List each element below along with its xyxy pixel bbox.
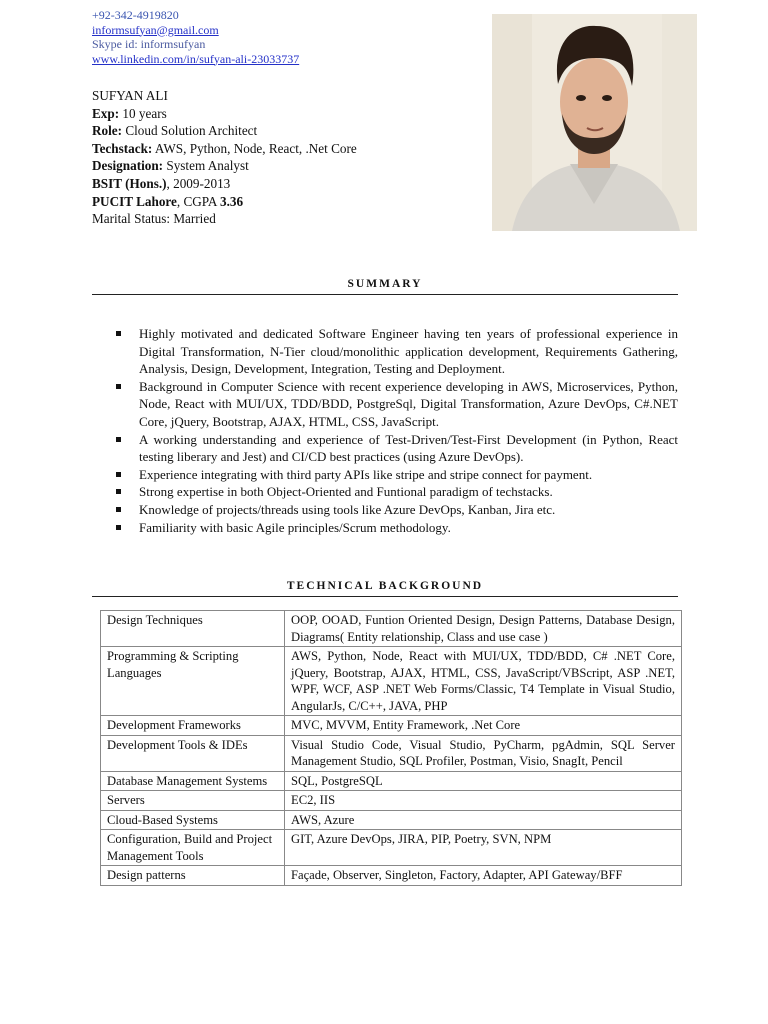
techstack-value: AWS, Python, Node, React, .Net Core [152, 140, 357, 156]
bullet-icon [116, 472, 121, 477]
techstack-line [92, 140, 357, 158]
tech-value: AWS, Azure [285, 810, 682, 830]
tech-value: SQL, PostgreSQL [285, 771, 682, 791]
tech-key: Configuration, Build and Project Management Tools [101, 830, 285, 866]
university-label: PUCIT Lahore [92, 193, 177, 209]
tech-key: Design Techniques [101, 611, 285, 647]
table-row [101, 830, 682, 866]
table-row [101, 647, 682, 716]
summary-text: Strong expertise in both Object-Oriented and Funtional paradigm of techstacks. [139, 484, 553, 500]
bullet-icon [116, 437, 121, 442]
bullet-icon [116, 384, 121, 389]
table-row [101, 735, 682, 771]
summary-text: Familiarity with basic Agile principles/Scrum methodology. [139, 519, 451, 535]
list-item [116, 466, 678, 484]
summary-title: SUMMARY [347, 278, 423, 290]
marital-status: Marital Status: Married [92, 211, 216, 227]
tech-key: Design patterns [101, 866, 285, 886]
technical-divider [92, 596, 678, 597]
technical-title: TECHNICAL BACKGROUND [286, 580, 484, 592]
list-item [116, 519, 678, 537]
bullet-icon [116, 525, 121, 530]
table-row [101, 611, 682, 647]
tech-key: Database Management Systems [101, 771, 285, 791]
summary-text: Background in Computer Science with recent experience developing in AWS, Microservices, Python, Node, React with MUI/UX, TDD/BDD, PostgreSql, Digital Transformation, Azure DevOps, C#.NET Core, jQuery, Bootstrap, AJAX, HTML, CSS, JavaScript. [139, 378, 678, 429]
exp-value: 10 years [119, 105, 167, 121]
designation-label: Designation: [92, 158, 164, 174]
tech-value: Façade, Observer, Singleton, Factory, Adapter, API Gateway/BFF [285, 866, 682, 886]
phone-number: +92-342-4919820 [92, 8, 179, 22]
list-item [116, 483, 678, 501]
degree-line [92, 175, 357, 193]
list-item [116, 501, 678, 519]
profile-photo [492, 14, 697, 231]
portrait-illustration [492, 14, 697, 231]
designation-line [92, 157, 357, 175]
tech-key: Programming & Scripting Languages [101, 647, 285, 716]
bullet-icon [116, 331, 121, 336]
role-label: Role: [92, 123, 123, 139]
profile-block [92, 87, 357, 228]
summary-text: Highly motivated and dedicated Software Engineer having ten years of professional experience in Digital Transformation, N-Tier cloud/monolithic application development, Requirements Gathering, Analysis, Design, Development, Integration, Testing and Deployment. [139, 326, 678, 377]
table-row [101, 810, 682, 830]
role-line [92, 122, 357, 140]
tech-value: AWS, Python, Node, React with MUI/UX, TDD/BDD, C# .NET Core, jQuery, Bootstrap, AJAX, HTML, CSS, JavaScript/VBScript, ASP .NET, WPF, WCF, ASP .NET Web Forms/Classic, T4 Template in Visual Studio, AngularJs, C/C++, JAVA, PHP [285, 647, 682, 716]
list-item [116, 431, 678, 466]
tech-value: MVC, MVVM, Entity Framework, .Net Core [285, 716, 682, 736]
candidate-name: SUFYAN ALI [92, 88, 168, 103]
email-link[interactable]: informsufyan@gmail.com [92, 22, 219, 37]
contact-block [92, 8, 299, 66]
technical-table [100, 610, 682, 886]
table-row [101, 716, 682, 736]
list-item [116, 325, 678, 378]
techstack-label: Techstack: [92, 140, 153, 156]
summary-text: A working understanding and experience of Test-Driven/Test-First Development (in Python, React testing liberary and Jest) and CI/CD best practices (using Azure DevOps). [139, 431, 678, 465]
role-value: Cloud Solution Architect [122, 123, 258, 139]
exp-label: Exp: [92, 105, 120, 121]
tech-value: OOP, OOAD, Funtion Oriented Design, Design Patterns, Database Design, Diagrams( Entity relationship, Class and use case ) [285, 611, 682, 647]
linkedin-link[interactable]: www.linkedin.com/in/sufyan-ali-23033737 [92, 51, 300, 66]
tech-key: Development Frameworks [101, 716, 285, 736]
cgpa-value: 3.36 [220, 193, 244, 209]
table-row [101, 791, 682, 811]
bullet-icon [116, 489, 121, 494]
list-item [116, 378, 678, 431]
tech-value: Visual Studio Code, Visual Studio, PyCharm, pgAdmin, SQL Server Management Studio, SQL Profiler, Postman, Visio, SnagIt, Pencil [285, 735, 682, 771]
degree-value: , 2009-2013 [166, 175, 231, 191]
table-row [101, 866, 682, 886]
summary-divider [92, 294, 678, 295]
tech-value: EC2, IIS [285, 791, 682, 811]
degree-label: BSIT (Hons.) [92, 175, 167, 191]
bullet-icon [116, 507, 121, 512]
skype-id: Skype id: informsufyan [92, 37, 206, 51]
university-line [92, 193, 357, 211]
tech-key: Development Tools & IDEs [101, 735, 285, 771]
summary-list [116, 325, 678, 536]
table-row [101, 771, 682, 791]
experience-line [92, 105, 357, 123]
summary-text: Experience integrating with third party APIs like stripe and stripe connect for payment. [139, 466, 593, 482]
designation-value: System Analyst [163, 158, 249, 174]
summary-text: Knowledge of projects/threads using tools like Azure DevOps, Kanban, Jira etc. [139, 501, 556, 517]
tech-value: GIT, Azure DevOps, JIRA, PIP, Poetry, SVN, NPM [285, 830, 682, 866]
tech-key: Servers [101, 791, 285, 811]
cgpa-prefix: , CGPA [176, 193, 221, 209]
tech-key: Cloud-Based Systems [101, 810, 285, 830]
